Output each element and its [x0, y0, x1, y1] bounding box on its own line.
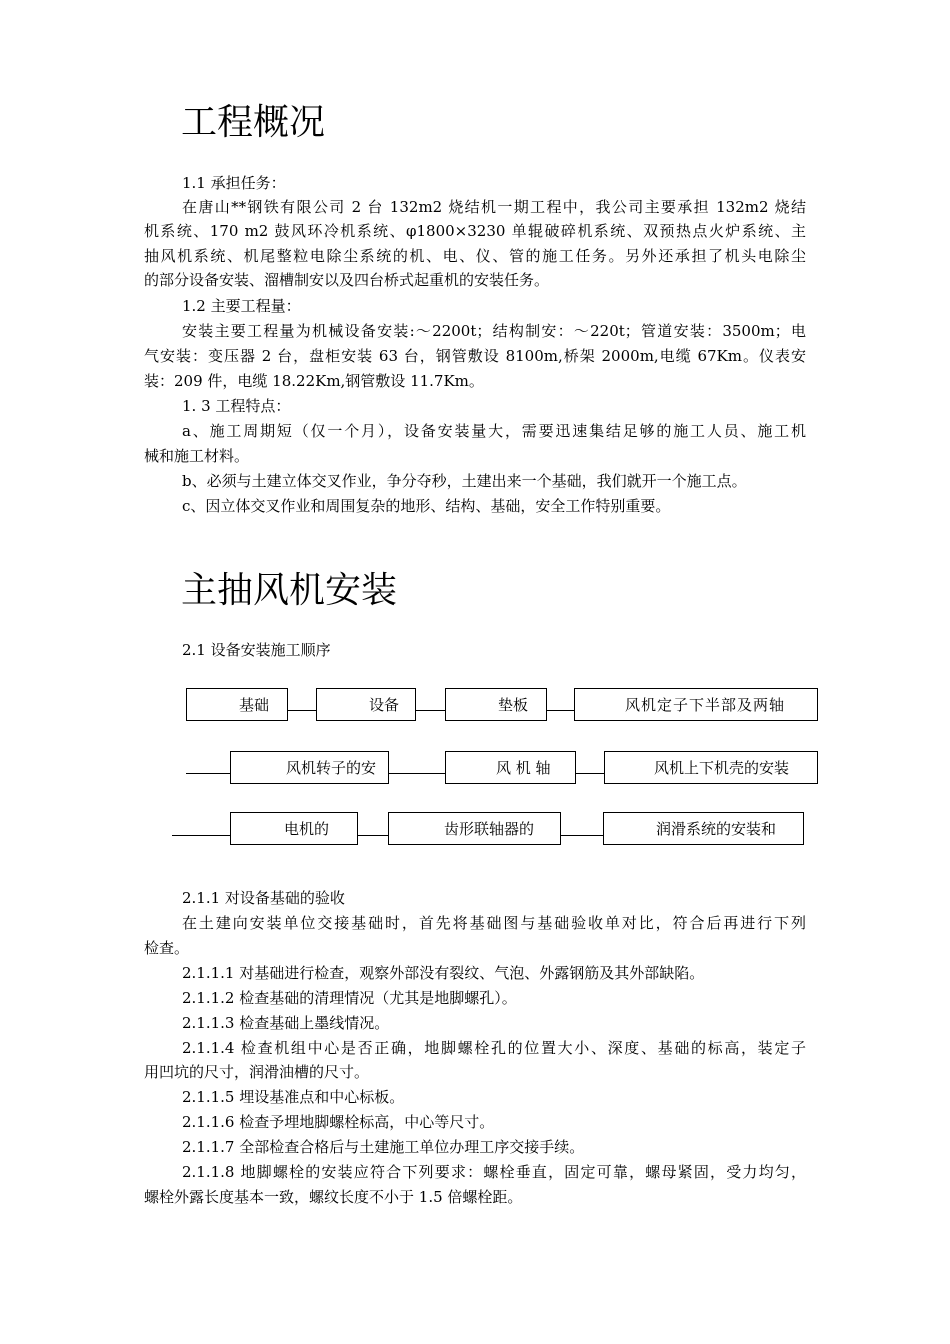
flow-connector: [186, 773, 230, 774]
flow-connector: [358, 835, 388, 836]
list-item: 2.1.1.6 检查予埋地脚螺栓标高，中心等尺寸。: [182, 1113, 495, 1131]
flow-connector: [416, 710, 445, 711]
flow-connector: [547, 710, 574, 711]
paragraph-line: 气安装：变压器 2 台，盘柜安装 63 台，钢管敷设 8100m,桥架 2000m,电缆 67Km。仪表安: [144, 347, 806, 365]
paragraph-line: 在土建向安装单位交接基础时，首先将基础图与基础验收单对比，符合后再进行下列: [182, 914, 806, 932]
paragraph-line: a、施工周期短（仅一个月），设备安装量大，需要迅速集结足够的施工人员、施工机: [182, 422, 806, 440]
flow-step: 设备: [316, 688, 416, 721]
flow-step: 风机上下机壳的安装: [604, 751, 818, 784]
list-item: 2.1.1.4 检查机组中心是否正确，地脚螺栓孔的位置大小、深度、基础的标高，装定子: [182, 1039, 806, 1057]
flow-connector: [576, 773, 604, 774]
paragraph-line: 螺栓外露长度基本一致，螺纹长度不小于 1.5 倍螺栓距。: [144, 1188, 523, 1206]
paragraph-line: 抽风机系统、机尾整粒电除尘系统的机、电、仪、管的施工任务。另外还承担了机头电除尘: [144, 247, 806, 265]
flow-step: 垫板: [445, 688, 547, 721]
list-item: 2.1.1.1 对基础进行检查，观察外部没有裂纹、气泡、外露钢筋及其外部缺陷。: [182, 964, 705, 982]
paragraph-line: 检查。: [144, 939, 190, 957]
flow-connector: [561, 835, 603, 836]
paragraph-line: c、因立体交叉作业和周围复杂的地形、结构、基础，安全工作特别重要。: [182, 497, 671, 515]
paragraph-line: 机系统、170 m2 鼓风环冷机系统、φ1800×3230 单辊破碎机系统、双预热点火炉系统、主: [144, 222, 806, 240]
flow-connector: [288, 710, 316, 711]
paragraph-line: b、必须与土建立体交叉作业，争分夺秒，土建出来一个基础，我们就开一个施工点。: [182, 472, 747, 490]
paragraph-line: 的部分设备安装、溜槽制安以及四台桥式起重机的安装任务。: [144, 271, 550, 289]
subheading: 2.1 设备安装施工顺序: [182, 641, 331, 659]
flow-connector: [389, 773, 445, 774]
subheading: 2.1.1 对设备基础的验收: [182, 889, 345, 907]
subheading: 1.2 主要工程量：: [182, 297, 301, 315]
subheading: 1.1 承担任务：: [182, 174, 286, 192]
flow-step: 风 机 轴: [445, 751, 576, 784]
flow-step: 风机转子的安: [230, 751, 389, 784]
paragraph-line: 安装主要工程量为机械设备安装:～2200t；结构制安：～220t；管道安装：3500m；电: [182, 322, 806, 340]
flow-step: 润滑系统的安装和: [603, 812, 804, 845]
paragraph-line: 用凹坑的尺寸，润滑油槽的尺寸。: [144, 1063, 370, 1081]
flow-step: 风机定子下半部及两轴: [574, 688, 818, 721]
section-title: 主抽风机安装: [181, 570, 398, 611]
list-item: 2.1.1.3 检查基础上墨线情况。: [182, 1014, 390, 1032]
flow-step: 齿形联轴器的: [388, 812, 561, 845]
paragraph-line: 在唐山**钢铁有限公司 2 台 132m2 烧结机一期工程中，我公司主要承担 132m2 烧结: [182, 198, 806, 216]
flow-step: 基础: [186, 688, 288, 721]
list-item: 2.1.1.7 全部检查合格后与土建施工单位办理工序交接手续。: [182, 1138, 585, 1156]
flow-step: 电机的: [230, 812, 358, 845]
subheading: 1. 3 工程特点：: [182, 397, 291, 415]
paragraph-line: 械和施工材料。: [144, 447, 250, 465]
paragraph-line: 装：209 件，电缆 18.22Km,钢管敷设 11.7Km。: [144, 372, 484, 390]
section-title: 工程概况: [181, 102, 326, 143]
flow-connector: [172, 835, 230, 836]
list-item: 2.1.1.2 检查基础的清理情况（尤其是地脚螺孔）。: [182, 989, 517, 1007]
list-item: 2.1.1.8 地脚螺栓的安装应符合下列要求：螺栓垂直，固定可靠，螺母紧固，受力均匀，: [182, 1163, 806, 1181]
list-item: 2.1.1.5 埋设基准点和中心标板。: [182, 1088, 405, 1106]
